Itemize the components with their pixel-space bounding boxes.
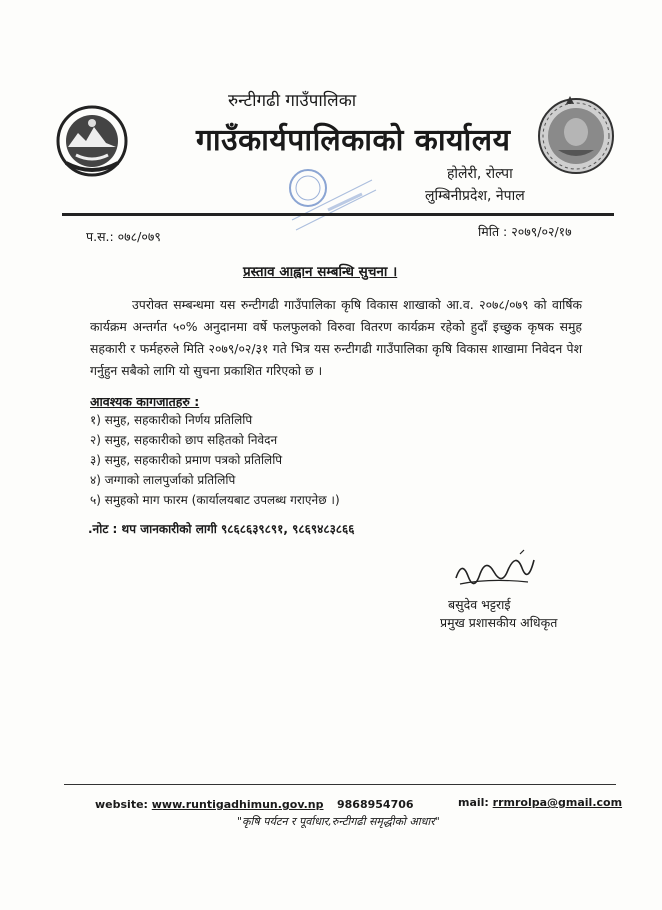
- document-item: ३) समुह, सहकारीको प्रमाण पत्रको प्रतिलिपि: [90, 453, 283, 467]
- document-item: २) समुह, सहकारीको छाप सहितको निवेदन: [90, 433, 278, 447]
- header-divider: [62, 213, 614, 216]
- website-link[interactable]: www.runtigadhimun.gov.np: [151, 798, 324, 811]
- government-emblem-icon: [54, 103, 130, 179]
- signature-icon: [450, 548, 540, 592]
- notice-body: [90, 294, 582, 382]
- signatory-designation: प्रमुख प्रशासकीय अधिकृत: [440, 615, 558, 630]
- documents-list: [90, 410, 340, 510]
- issue-date: मिति : २०७९/०२/१७: [478, 224, 572, 239]
- notice-paragraph: उपरोक्त सम्बन्धमा यस रुन्टीगढी गाउँपालिका कृषि विकास शाखाको आ.व. २०७८/०७९ को वार्षिक कार्यक्रम अन्तर्गत ५०% अनुदानमा वर्षे फलफुलको विरुवा वितरण कार्यक्रम रहेको हुदाँ इच्छुक कृषक समुह सहकारी र फर्महरुले मिति २०७९/०२/३१ गते भित्र यस रुन्टीगढी गाउँपालिका कृषि विकास शाखामा निवेदन पेश गर्नुहुन सबैको लागि यो सुचना प्रकाशित गरिएको छ ।: [90, 297, 582, 378]
- document-item: १) समुह, सहकारीको निर्णय प्रतिलिपि: [90, 413, 253, 427]
- footer-website: [95, 798, 324, 811]
- municipality-name: रुन्टीगढी गाउँपालिका: [228, 91, 357, 111]
- office-stamp-icon: [282, 160, 378, 236]
- footer-divider: [64, 784, 616, 785]
- documents-heading: आवश्यक कागजातहरु :: [90, 394, 200, 409]
- footer-slogan: "कृषि पर्यटन र पूर्वाधार,रुन्टीगढी समृद्धीको आधार": [237, 815, 440, 828]
- mail-link[interactable]: rrmrolpa@gmail.com: [492, 796, 623, 809]
- notice-subject: प्रस्ताव आह्वान सम्बन्धि सुचना ।: [243, 264, 398, 280]
- address-line-2: लुम्बिनीप्रदेश, नेपाल: [425, 188, 525, 204]
- document-item: ५) समुहको माग फारम (कार्यालयबाट उपलब्ध गराएनेछ ।): [90, 493, 340, 507]
- footer-mail: [458, 796, 622, 809]
- mail-label: mail:: [458, 796, 493, 809]
- reference-number: प.स.: ०७८/०७९: [86, 229, 161, 244]
- document-item: ४) जग्गाको लालपुर्जाको प्रतिलिपि: [90, 473, 236, 487]
- website-label: website:: [95, 798, 152, 811]
- municipality-seal-icon: [536, 96, 616, 176]
- address-line-1: होलेरी, रोल्पा: [447, 166, 513, 182]
- signatory-name: बसुदेव भट्टराई: [448, 597, 511, 612]
- contact-note: .नोट : थप जानकारीको लागी ९८६८६३९८९१, ९८६९४८३८६६: [88, 522, 355, 536]
- office-title: गाउँकार्यपालिकाको कार्यालय: [196, 123, 511, 158]
- footer-phone: 9868954706: [337, 798, 414, 811]
